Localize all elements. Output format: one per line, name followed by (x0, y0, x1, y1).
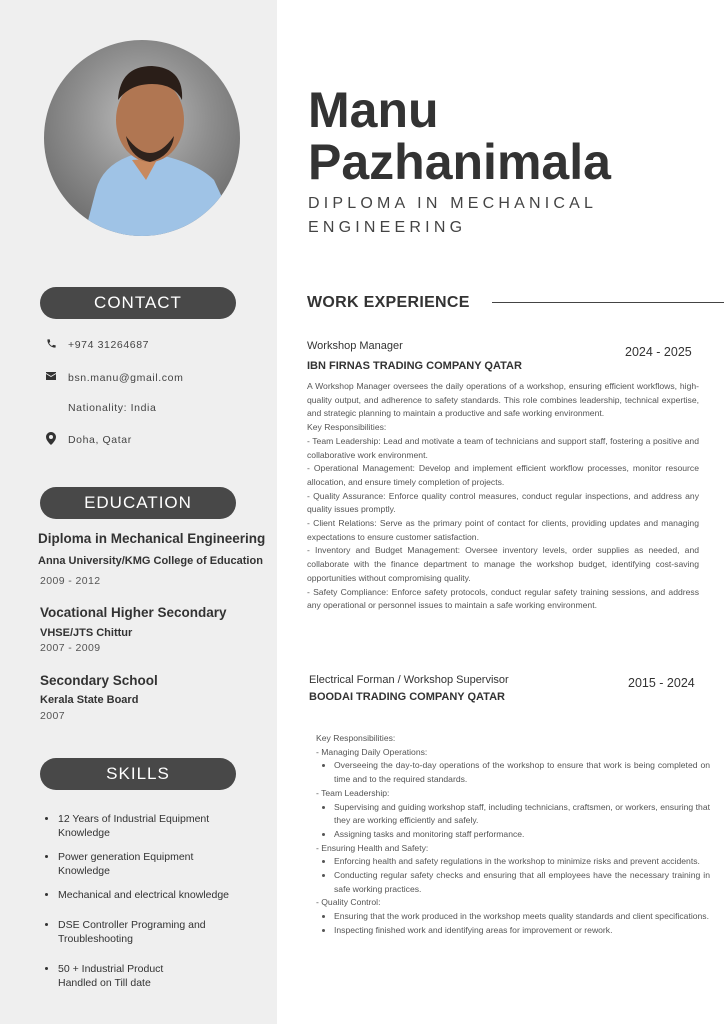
job-title: Electrical Forman / Workshop Supervisor (309, 674, 509, 686)
phone-row (44, 338, 149, 352)
responsibility-item: • Supervising and guiding workshop staff, including technicians, craftsmen, or workers, ensuring that they are working efficiently and safely. (334, 801, 710, 828)
contact-heading: CONTACT (40, 287, 236, 319)
responsibility-item: • Overseeing the day-to-day operations of the workshop to ensure that work is being completed on time and to the required standards. (334, 759, 710, 786)
location-pin-icon (44, 432, 58, 448)
education-heading: EDUCATION (40, 487, 236, 519)
responsibility-group-heading: - Managing Daily Operations: (316, 746, 428, 757)
job-summary: A Workshop Manager oversees the daily operations of a workshop, ensuring efficient workflows, high-quality output, and adherence to safety standards. This role combines leadership, technical expertise, and strategic planning to maintain a productive and safe working environment. (307, 381, 699, 419)
skills-list (40, 812, 278, 1000)
job-company: BOODAI TRADING COMPANY QATAR (309, 691, 505, 703)
location-text: Doha, Qatar (68, 434, 132, 446)
responsibilities-heading: Key Responsibilities: (307, 422, 387, 433)
job-description (307, 380, 699, 613)
responsibility-group-heading: - Quality Control: (316, 897, 381, 908)
responsibility-item: - Inventory and Budget Management: Oversee inventory levels, order supplies as needed, and collaborate with the finance department to manage the workshop budget, identifying cost-saving opportunities without compromising quality. (307, 545, 699, 583)
education-degree: Vocational Higher Secondary (40, 605, 227, 620)
skill-item: • 50 + Industrial Product Handled on Till date (58, 962, 278, 990)
job-company: IBN FIRNAS TRADING COMPANY QATAR (307, 360, 522, 372)
job-dates: 2024 - 2025 (625, 345, 692, 359)
phone-icon (44, 338, 58, 352)
education-years: 2007 (40, 710, 65, 722)
education-institution: Kerala State Board (40, 694, 139, 706)
education-years: 2007 - 2009 (40, 642, 101, 654)
education-years: 2009 - 2012 (40, 575, 101, 587)
work-experience-heading: WORK EXPERIENCE (307, 294, 470, 311)
email-row (44, 371, 183, 384)
skill-item: • 12 Years of Industrial Equipment Knowledge (58, 812, 278, 840)
candidate-role (308, 192, 648, 240)
candidate-name (308, 84, 611, 188)
responsibility-item: • Inspecting finished work and identifying areas for improvement or rework. (334, 924, 710, 938)
responsibility-item: - Client Relations: Serve as the primary point of contact for clients, providing updates and managing expectations to ensure customer satisfaction. (307, 518, 699, 542)
responsibility-item: - Team Leadership: Lead and motivate a team of technicians and support staff, fostering a positive and collaborative work environment. (307, 435, 699, 460)
section-divider (492, 302, 724, 303)
responsibility-group-heading: - Team Leadership: (316, 787, 390, 798)
responsibility-item: • Ensuring that the work produced in the workshop meets quality standards and client specifications. (334, 910, 710, 924)
job-title: Workshop Manager (307, 340, 403, 352)
person-silhouette-icon (44, 40, 240, 236)
education-institution: VHSE/JTS Chittur (40, 627, 133, 639)
education-institution: Anna University/KMG College of Education (38, 555, 263, 567)
profile-photo (44, 40, 240, 236)
skill-item: • Mechanical and electrical knowledge (58, 888, 278, 902)
role-line: DIPLOMA IN MECHANICAL (308, 195, 598, 212)
nationality-text: Nationality: India (68, 402, 157, 414)
location-row (44, 432, 132, 448)
envelope-icon (44, 371, 58, 384)
email-text: bsn.manu@gmail.com (68, 371, 184, 384)
responsibility-group-heading: - Ensuring Health and Safety: (316, 842, 429, 853)
role-line: ENGINEERING (308, 219, 467, 236)
phone-text: +974 31264687 (68, 339, 150, 351)
responsibility-item: - Quality Assurance: Enforce quality control measures, conduct regular inspections, and address any quality issues promptly. (307, 490, 699, 515)
responsibility-item: • Conducting regular safety checks and ensuring that all employees have the necessary training in safe working practices. (334, 869, 710, 896)
responsibilities-heading: Key Responsibilities: (316, 733, 396, 743)
skills-heading: SKILLS (40, 758, 236, 790)
job-dates: 2015 - 2024 (628, 676, 695, 690)
last-name: Pazhanimala (308, 134, 611, 190)
nationality-row (68, 402, 156, 414)
education-degree: Secondary School (40, 673, 158, 688)
responsibility-item: - Safety Compliance: Enforce safety protocols, conduct regular safety training sessions, and address any operational or personnel issues to maintain a safe working environment. (307, 586, 699, 611)
job-description (316, 732, 710, 938)
first-name: Manu (308, 82, 439, 138)
education-degree: Diploma in Mechanical Engineering (38, 531, 266, 546)
responsibility-item: • Enforcing health and safety regulations in the workshop to minimize risks and prevent accidents. (334, 855, 710, 869)
skill-item: • DSE Controller Programing and Troubleshooting (58, 918, 278, 946)
responsibility-item: - Operational Management: Develop and implement efficient workflow processes, monitor resource allocation, and ensure timely completion of projects. (307, 463, 699, 487)
skill-item: • Power generation Equipment Knowledge (58, 850, 278, 878)
responsibility-item: • Assigning tasks and monitoring staff performance. (334, 828, 710, 842)
